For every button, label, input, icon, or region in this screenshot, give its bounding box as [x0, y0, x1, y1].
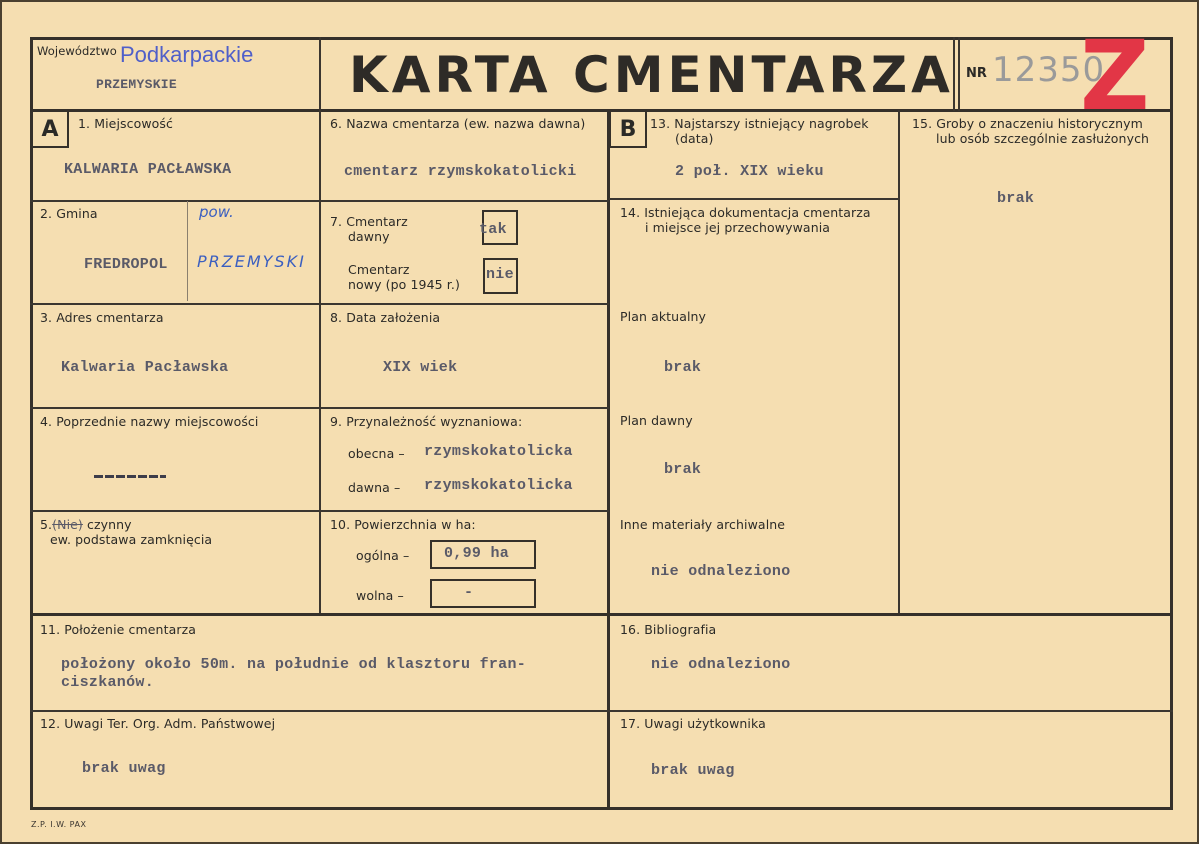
- wojewodztwo-label: Województwo: [37, 44, 117, 58]
- field-14-label-2: i miejsce jej przechowywania: [645, 220, 831, 235]
- field-11-label: 11. Położenie cmentarza: [40, 622, 196, 637]
- section-a-marker: A: [31, 110, 69, 148]
- field-15-label-1: 15. Groby o znaczeniu historycznym: [912, 116, 1143, 131]
- field-16-label: 16. Bibliografia: [620, 622, 717, 637]
- field-5-prefix: 5.: [40, 517, 53, 532]
- field-13-label-1: 13. Najstarszy istniejący nagrobek: [650, 116, 869, 131]
- field-11-value-2: ciszkanów.: [61, 674, 155, 691]
- row-divider-5: [30, 613, 1173, 616]
- pow-label: pow.: [199, 203, 234, 221]
- field-2-label: 2. Gmina: [40, 206, 98, 221]
- field-1-label: 1. Miejscowość: [78, 116, 174, 131]
- field-1-value: KALWARIA PACŁAWSKA: [64, 161, 232, 178]
- field-5-struck: (Nie): [52, 517, 83, 532]
- section-b-marker: B: [609, 110, 647, 148]
- header-divider: [30, 109, 1173, 112]
- row-divider-2: [30, 303, 609, 305]
- frame-right: [1170, 37, 1173, 810]
- field-8-label: 8. Data założenia: [330, 310, 441, 325]
- header-divider-v1: [319, 37, 321, 111]
- field-10-wolna-label: wolna –: [356, 588, 404, 603]
- field-10-ogolna-value: 0,99 ha: [444, 545, 510, 562]
- row-divider-6: [30, 710, 1173, 712]
- field-9-dawna-value: rzymskokatolicka: [424, 477, 573, 494]
- field-11-value-1: położony około 50m. na południe od klasztoru fran-: [61, 656, 527, 673]
- field-3-label: 3. Adres cmentarza: [40, 310, 164, 325]
- page-title: KARTA CMENTARZA: [349, 46, 954, 104]
- field-9-obecna-label: obecna –: [348, 446, 405, 461]
- gmina-pow-divider: [187, 201, 188, 301]
- row-divider-4: [30, 510, 609, 512]
- nr-label: NR: [966, 66, 987, 81]
- field-9-dawna-label: dawna –: [348, 480, 401, 495]
- field-4-value-dashes: [94, 475, 166, 478]
- frame-top: [30, 37, 1173, 40]
- nowy-value: nie: [486, 266, 514, 283]
- frame-bottom: [30, 807, 1173, 810]
- plan-aktualny-label: Plan aktualny: [620, 309, 707, 324]
- field-7-nowy-label-1: Cmentarz: [348, 262, 410, 277]
- field-7-nowy-label-2: nowy (po 1945 r.): [348, 277, 460, 292]
- red-z-mark: Z: [1080, 20, 1150, 132]
- field-10-ogolna-label: ogólna –: [356, 548, 410, 563]
- wolna-box: [430, 579, 536, 608]
- field-6-label: 6. Nazwa cmentarza (ew. nazwa dawna): [330, 116, 586, 131]
- wojewodztwo-stamp: Podkarpackie: [120, 42, 254, 67]
- field-17-label: 17. Uwagi użytkownika: [620, 716, 766, 731]
- field-15-value: brak: [997, 190, 1035, 207]
- field-10-wolna-value: -: [464, 584, 474, 601]
- field-9-label: 9. Przynależność wyznaniowa:: [330, 414, 523, 429]
- col-divider-2: [607, 110, 610, 810]
- field-16-value: nie odnaleziono: [651, 656, 791, 673]
- field-7-dawny-label-2: dawny: [348, 229, 390, 244]
- row-divider-3: [30, 407, 609, 409]
- dawny-value: tak: [479, 221, 507, 238]
- printer-mark: Z.P. I.W. PAX: [31, 820, 87, 829]
- field-5-czynny: czynny: [87, 517, 132, 532]
- field-9-obecna-value: rzymskokatolicka: [424, 443, 573, 460]
- plan-aktualny-value: brak: [664, 359, 702, 376]
- inne-materialy-label: Inne materiały archiwalne: [620, 517, 786, 532]
- field-10-label: 10. Powierzchnia w ha:: [330, 517, 476, 532]
- row-divider-1: [30, 200, 609, 202]
- field-12-label: 12. Uwagi Ter. Org. Adm. Państwowej: [40, 716, 276, 731]
- field-13-value: 2 poł. XIX wieku: [675, 163, 824, 180]
- field-17-value: brak uwag: [651, 762, 735, 779]
- field-15-label-2: lub osób szczególnie zasłużonych: [936, 131, 1150, 146]
- wojewodztwo-typed: PRZEMYSKIE: [96, 77, 178, 92]
- nr-value: 12350: [992, 50, 1106, 90]
- inne-materialy-value: nie odnaleziono: [651, 563, 791, 580]
- field-3-value: Kalwaria Pacławska: [61, 359, 229, 376]
- plan-dawny-value: brak: [664, 461, 702, 478]
- field-14-label-1: 14. Istniejąca dokumentacja cmentarza: [620, 205, 871, 220]
- col-divider-3: [898, 110, 900, 615]
- pow-value: PRZEMYSKI: [197, 252, 306, 271]
- plan-dawny-label: Plan dawny: [620, 413, 693, 428]
- col-divider-1: [319, 110, 321, 615]
- field-6-value: cmentarz rzymskokatolicki: [344, 163, 577, 180]
- field-2-value: FREDROPOL: [84, 256, 168, 273]
- field-4-label: 4. Poprzednie nazwy miejscowości: [40, 414, 259, 429]
- field-5-label-line2: ew. podstawa zamknięcia: [50, 532, 213, 547]
- field-8-value: XIX wiek: [383, 359, 458, 376]
- frame-left: [30, 37, 33, 810]
- field-5-label: [40, 517, 132, 532]
- header-divider-v3: [958, 37, 960, 111]
- field-7-dawny-label-1: 7. Cmentarz: [330, 214, 408, 229]
- field-13-label-2: (data): [675, 131, 714, 146]
- field-12-value: brak uwag: [82, 760, 166, 777]
- b-row-divider: [609, 198, 899, 200]
